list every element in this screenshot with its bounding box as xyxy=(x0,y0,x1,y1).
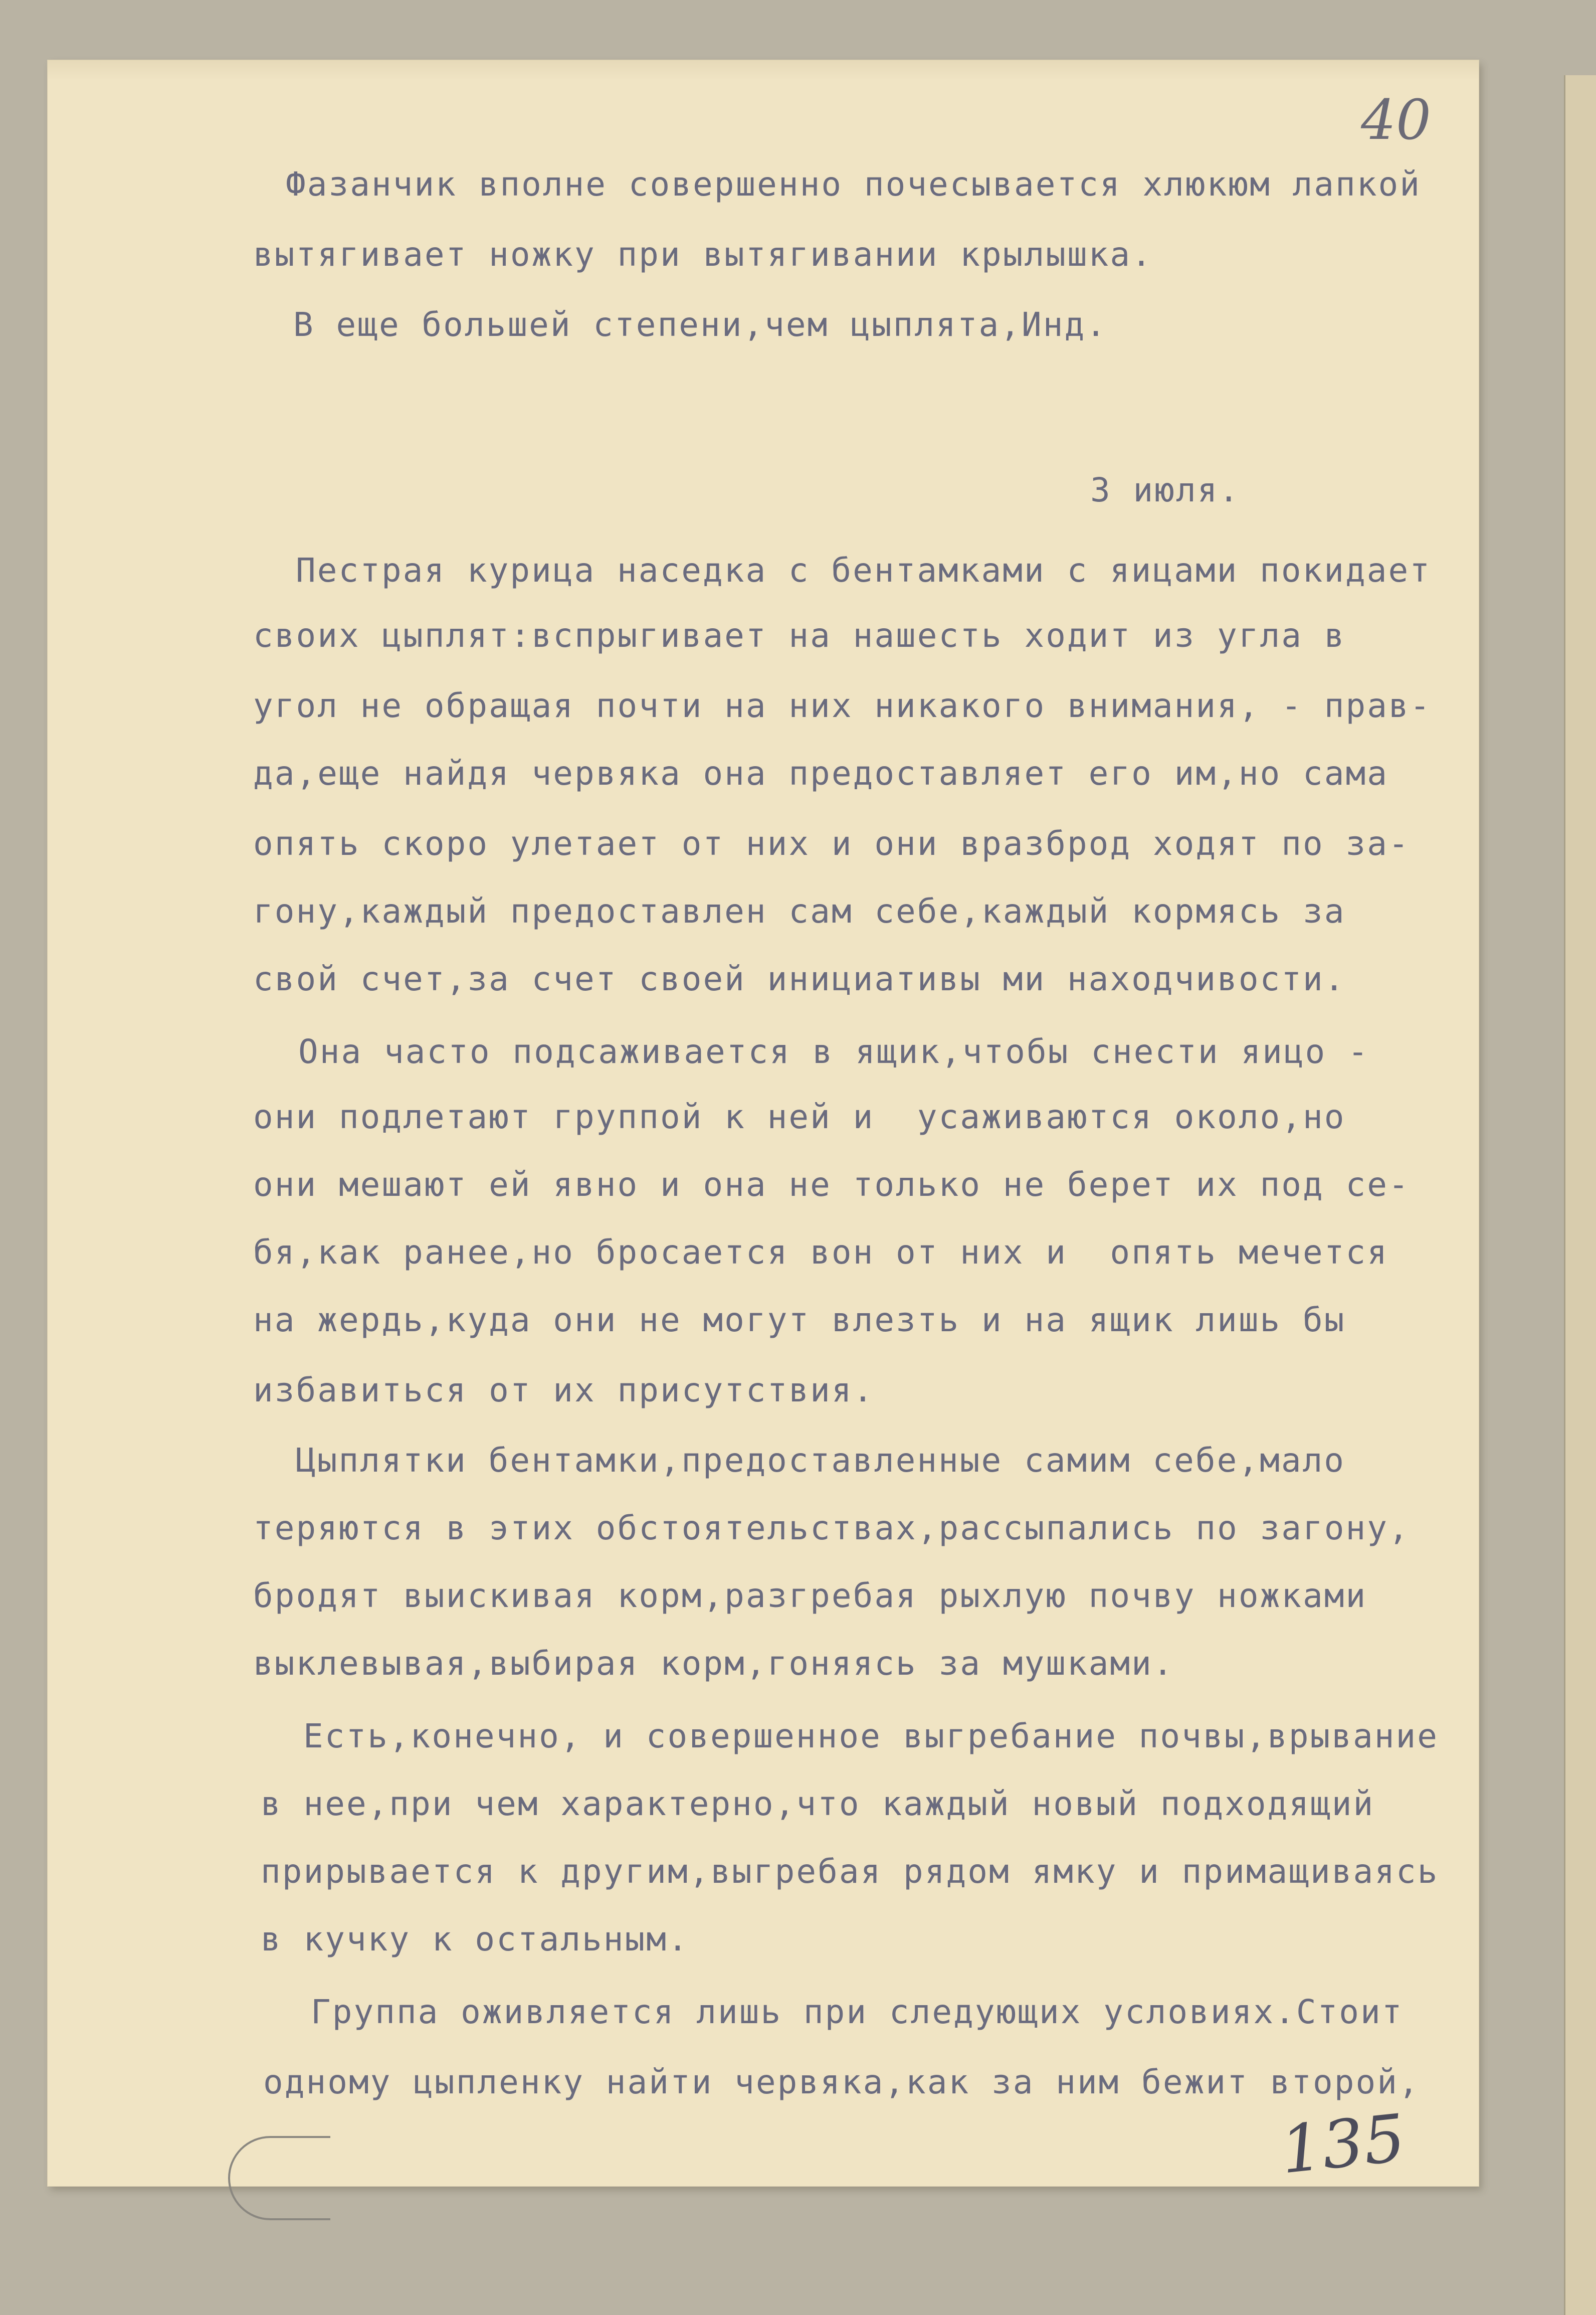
text-line: Она часто подсаживается в ящик,чтобы снести яицо - xyxy=(298,1032,1369,1071)
text-line: Фазанчик вполне совершенно почесывается хлюкюм лапкой xyxy=(286,165,1421,204)
text-line: на жердь,куда они не могут влезть и на ящик лишь бы xyxy=(253,1301,1346,1339)
typewritten-page xyxy=(48,60,1479,2189)
text-line: Пестрая курица наседка с бентамками с яицами покидает xyxy=(296,551,1431,590)
text-line: вытягивает ножку при вытягивании крылышка. xyxy=(253,235,1153,274)
text-line: Есть,конечно, и совершенное выгребание почвы,врывание xyxy=(303,1717,1439,1755)
text-line: в нее,при чем характерно,что каждый новый подходящий xyxy=(261,1785,1375,1823)
text-line: теряются в этих обстоятельствах,рассыпались по загону, xyxy=(253,1509,1410,1547)
date-heading: 3 июля. xyxy=(1090,471,1241,509)
folio-number: 40 xyxy=(1361,88,1431,152)
text-line: В еще большей степени,чем цыплята,Инд. xyxy=(293,305,1107,344)
adjacent-page-edge xyxy=(1564,75,1596,2315)
text-line: они мешают ей явно и она не только не берет их под се- xyxy=(253,1165,1410,1204)
text-line: бя,как ранее,но бросается вон от них и опять мечется xyxy=(253,1233,1388,1272)
text-line: опять скоро улетает от них и они вразброд ходят по за- xyxy=(253,824,1410,863)
text-line: прирывается к другим,выгребая рядом ямку и примащиваясь xyxy=(261,1852,1439,1891)
text-line: угол не обращая почти на них никакого внимания, - прав- xyxy=(253,686,1432,725)
text-line: выклевывая,выбирая корм,гоняясь за мушками. xyxy=(253,1644,1174,1683)
archive-page-number: 135 xyxy=(1277,2099,1409,2189)
page-top-edge xyxy=(48,60,1479,80)
text-line: одному цыпленку найти червяка,как за ним бежит второй, xyxy=(263,2063,1420,2101)
text-line: гону,каждый предоставлен сам себе,каждый кормясь за xyxy=(253,892,1346,931)
text-line: в кучку к остальным. xyxy=(261,1920,689,1958)
text-line: да,еще найдя червяка она предоставляет его им,но сама xyxy=(253,754,1388,793)
text-line: бродят выискивая корм,разгребая рыхлую почву ножками xyxy=(253,1576,1367,1615)
text-line: свой счет,за счет своей инициативы ми находчивости. xyxy=(253,960,1346,998)
text-line: Группа оживляется лишь при следующих условиях.Стоит xyxy=(311,1993,1404,2031)
text-line: своих цыплят:вспрыгивает на нашесть ходит из угла в xyxy=(253,616,1346,655)
pencil-bracket-mark xyxy=(228,2136,330,2220)
text-line: избавиться от их присутствия. xyxy=(253,1371,875,1409)
text-line: Цыплятки бентамки,предоставленные самим себе,мало xyxy=(296,1441,1346,1480)
text-line: они подлетают группой к ней и усаживаются около,но xyxy=(253,1098,1346,1136)
